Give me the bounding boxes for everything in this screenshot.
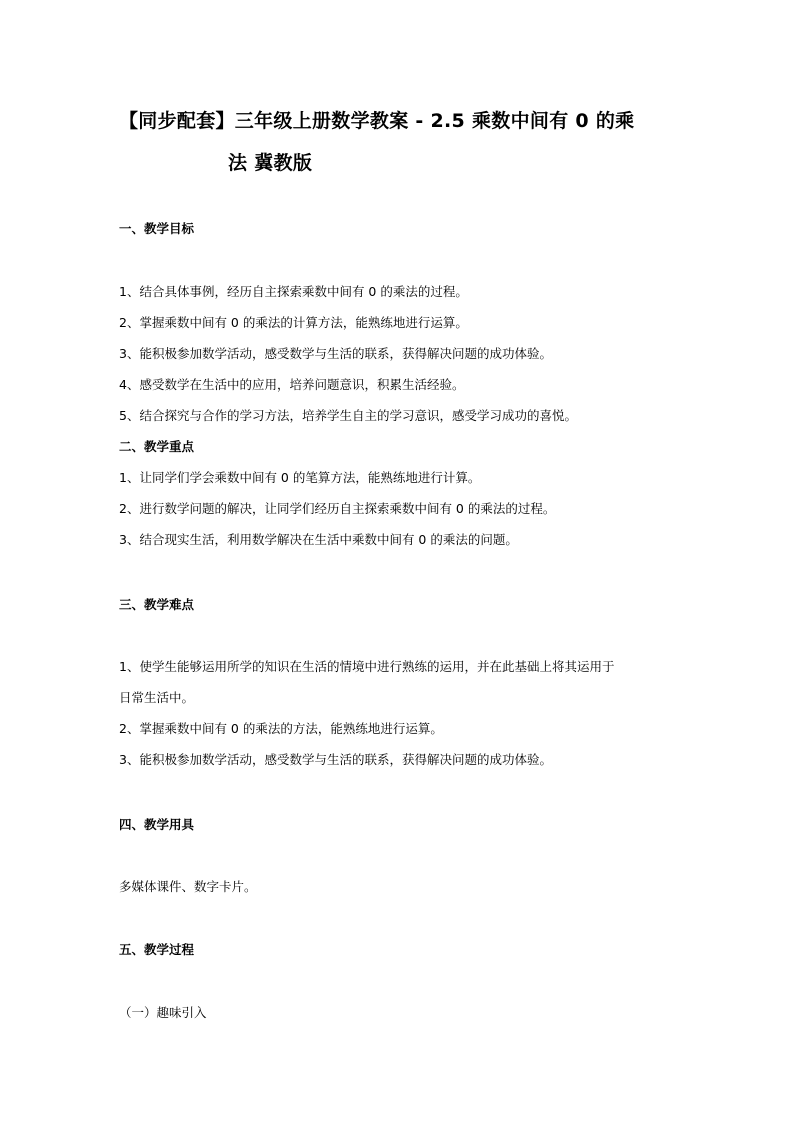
- difficulty-item-1-continued: 日常生活中。: [119, 690, 195, 705]
- goal-item-1: 1、结合具体事例，经历自主探索乘数中间有 0 的乘法的过程。: [119, 284, 468, 299]
- tools-item-1: 多媒体课件、数字卡片。: [119, 879, 257, 894]
- goal-item-2: 2、掌握乘数中间有 0 的乘法的计算方法，能熟练地进行运算。: [119, 315, 468, 330]
- difficulty-item-3: 3、能积极参加数学活动，感受数学与生活的联系，获得解决问题的成功体验。: [119, 752, 552, 767]
- document-title-line-2: 法 冀教版: [228, 152, 313, 174]
- key-point-item-3: 3、结合现实生活，利用数学解决在生活中乘数中间有 0 的乘法的问题。: [119, 532, 518, 547]
- section-heading-goals: 一、教学目标: [119, 221, 195, 236]
- goal-item-4: 4、感受数学在生活中的应用，培养问题意识，积累生活经验。: [119, 377, 465, 392]
- section-heading-tools: 四、教学用具: [119, 817, 195, 832]
- key-point-item-2: 2、进行数学问题的解决，让同学们经历自主探索乘数中间有 0 的乘法的过程。: [119, 501, 556, 516]
- section-heading-key-points: 二、教学重点: [119, 439, 195, 454]
- section-heading-difficulties: 三、教学难点: [119, 597, 195, 612]
- section-heading-process: 五、教学过程: [119, 942, 195, 957]
- key-point-item-1: 1、让同学们学会乘数中间有 0 的笔算方法，能熟练地进行计算。: [119, 470, 481, 485]
- difficulty-item-2: 2、掌握乘数中间有 0 的乘法的方法，能熟练地进行运算。: [119, 721, 443, 736]
- document-title-line-1: 【同步配套】三年级上册数学教案 - 2.5 乘数中间有 0 的乘: [119, 110, 635, 132]
- process-item-1: （一）趣味引入: [119, 1005, 207, 1020]
- difficulty-item-1: 1、使学生能够运用所学的知识在生活的情境中进行熟练的运用，并在此基础上将其运用于: [119, 659, 615, 674]
- goal-item-5: 5、结合探究与合作的学习方法，培养学生自主的学习意识，感受学习成功的喜悦。: [119, 408, 577, 423]
- goal-item-3: 3、能积极参加数学活动，感受数学与生活的联系，获得解决问题的成功体验。: [119, 346, 552, 361]
